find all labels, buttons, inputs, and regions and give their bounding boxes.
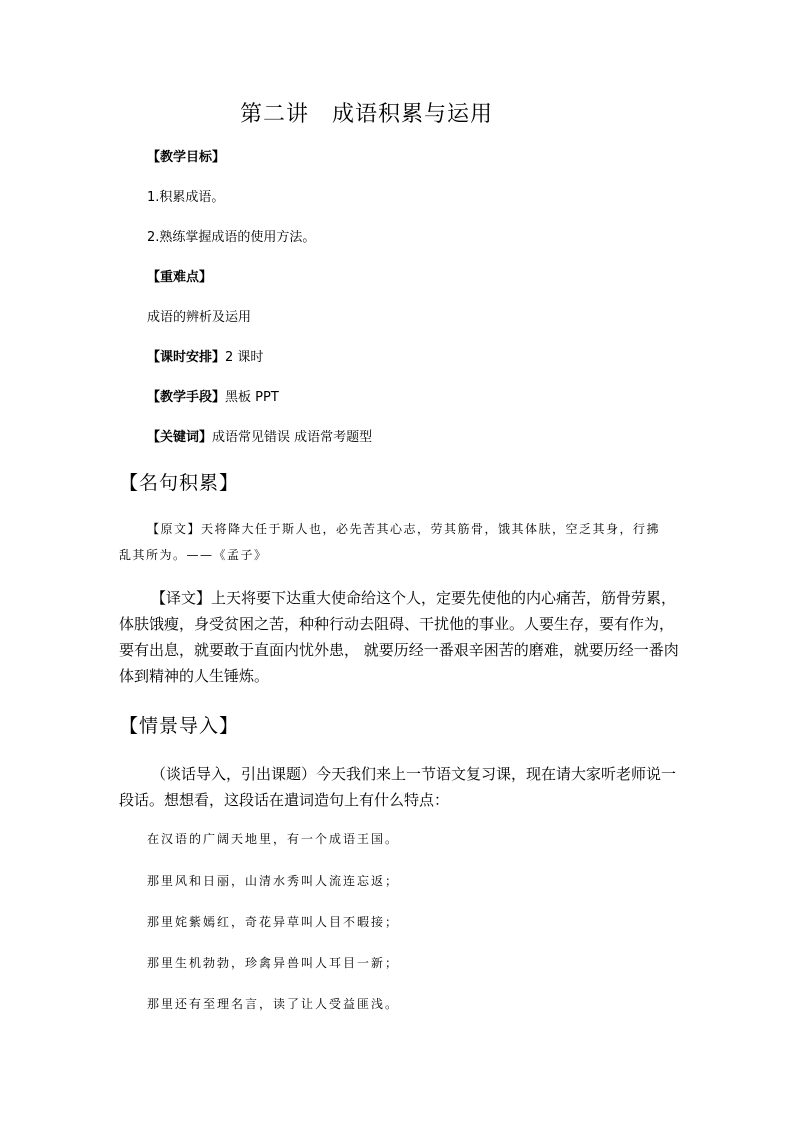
translation-label: 【译文】 — [151, 589, 212, 607]
key-points-text: 成语的辨析及运用 — [147, 310, 252, 325]
goals-heading: 【教学目标】 — [147, 150, 226, 165]
schedule-label: 【课时安排】 — [147, 350, 226, 365]
scene-intro — [119, 761, 679, 813]
scene-line: 在汉语的广阔天地里，有一个成语王国。 — [147, 832, 400, 846]
means-label: 【教学手段】 — [147, 390, 226, 405]
schedule-row — [147, 346, 263, 365]
scene-line: 那里还有至理名言，读了让人受益匪浅。 — [147, 997, 400, 1011]
keywords-value: 成语常见错误 成语常考题型 — [212, 430, 373, 445]
key-points-heading: 【重难点】 — [147, 270, 213, 285]
translation-text: 上天将要下达重大使命给这个人，定要先使他的内心痛苦，筋骨劳累，体肤饿瘦，身受贫困之苦，种种行动去阻碍、干扰他的事业。人要生存，要有作为，要有出息，就要敢于直面内忧外患， 就要历经一番艰辛困苦的磨难，就要历经一番肉体到精神的人生锤炼。 — [119, 589, 679, 685]
keywords-row — [147, 426, 372, 445]
original-line-2: 乱其所为。——《孟子》 — [119, 548, 268, 562]
scene-line: 那里姹紫嫣红，奇花异草叫人目不暇接； — [147, 915, 400, 929]
scene-line: 那里生机勃勃，珍禽异兽叫人耳目一新； — [147, 956, 400, 970]
translation-paragraph — [119, 585, 679, 689]
page-title: 第二讲 成语积累与运用 — [240, 102, 494, 127]
scene-intro-text: （谈话导入，引出课题）今天我们来上一节语文复习课，现在请大家听老师说一段话。想想看，这段话在遣词造句上有什么特点： — [119, 765, 677, 809]
famous-heading: 【名句积累】 — [119, 472, 240, 494]
goal-item-2: 2.熟练掌握成语的使用方法。 — [147, 230, 316, 245]
original-line-1: 【原文】天将降大任于斯人也，必先苦其心志，劳其筋骨，饿其体肤，空乏其身，行拂 — [147, 522, 661, 536]
means-row — [147, 386, 279, 405]
goal-item-1: 1.积累成语。 — [147, 190, 225, 205]
scene-line: 那里风和日丽，山清水秀叫人流连忘返； — [147, 874, 400, 888]
scene-heading: 【情景导入】 — [119, 715, 240, 737]
means-value: 黑板 PPT — [225, 390, 279, 405]
keywords-label: 【关键词】 — [147, 430, 213, 445]
schedule-value: 2 课时 — [225, 350, 264, 365]
